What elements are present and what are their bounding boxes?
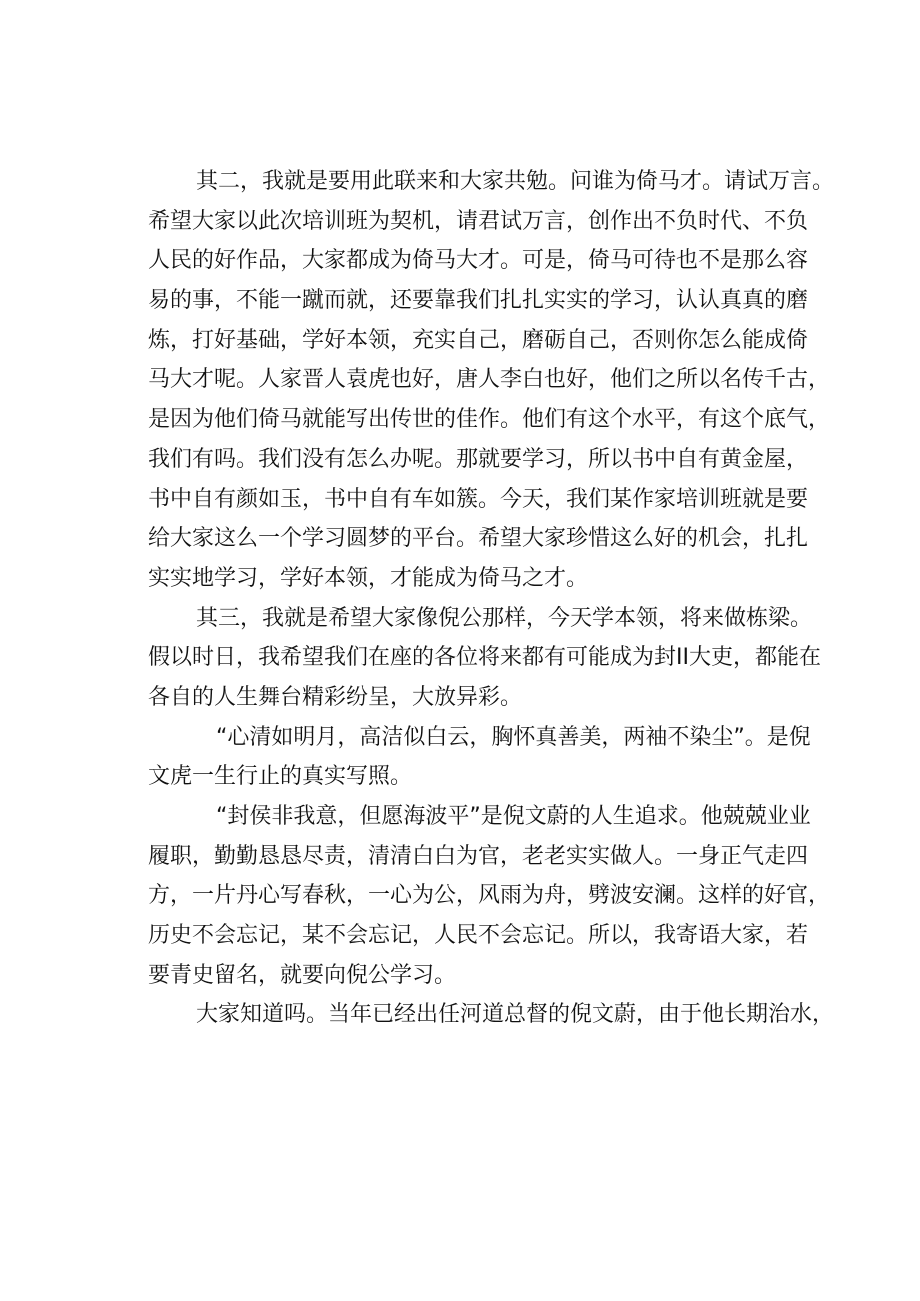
text-line: 履职，勤勤恳恳尽责，清清白白为官，老老实实做人。一身正气走四 xyxy=(148,843,809,869)
text-line: 给大家这么一个学习圆梦的平台。希望大家珍惜这么好的机会，扎扎 xyxy=(148,526,809,552)
text-line: “心清如明月，高洁似白云，胸怀真善美，两袖不染尘”。是倪 xyxy=(216,724,811,750)
text-line: 历史不会忘记，某不会忘记，人民不会忘记。所以，我寄语大家，若 xyxy=(148,923,809,949)
text-line: 希望大家以此次培训班为契机，请君试万言，创作出不负时代、不负 xyxy=(148,208,809,234)
text-line: 其三，我就是希望大家像倪公那样，今天学本领，将来做栋梁。 xyxy=(196,605,813,631)
text-line: 马大才呢。人家晋人袁虎也好，唐人李白也好，他们之所以名传千古， xyxy=(148,367,831,393)
text-line: 假以时日，我希望我们在座的各位将来都有可能成为封II大吏，都能在 xyxy=(148,645,821,671)
text-line: 文虎一生行止的真实写照。 xyxy=(148,764,413,790)
text-line: 其二，我就是要用此联来和大家共勉。问谁为倚马才。请试万言。 xyxy=(196,169,835,194)
text-line: 易的事，不能一蹴而就，还要靠我们扎扎实实的学习，认认真真的磨 xyxy=(148,288,809,314)
text-line: 炼，打好基础，学好本领，充实自己，磨砺自己，否则你怎么能成倚 xyxy=(148,327,809,353)
text-line: 各自的人生舞台精彩纷呈，大放异彩。 xyxy=(148,684,523,710)
text-line: 我们有吗。我们没有怎么办呢。那就要学习，所以书中自有黄金屋， xyxy=(148,446,809,472)
text-line: 人民的好作品，大家都成为倚马大才。可是，倚马可待也不是那么容 xyxy=(148,248,809,274)
document-body xyxy=(148,162,835,1035)
text-line: 要青史留名，就要向倪公学习。 xyxy=(148,962,457,988)
text-line: 方，一片丹心写春秋，一心为公，风雨为舟，劈波安澜。这样的好官， xyxy=(148,883,831,909)
text-line: 书中自有颜如玉，书中自有车如簇。今天，我们某作家培训班就是要 xyxy=(148,486,809,512)
text-line: 实实地学习，学好本领，才能成为倚马之才。 xyxy=(148,565,589,591)
text-line: 大家知道吗。当年已经出任河道总督的倪文蔚，由于他长期治水， xyxy=(196,1002,835,1028)
text-line: “封侯非我意，但愿海波平”是倪文蔚的人生追求。他兢兢业业 xyxy=(216,804,811,829)
text-line: 是因为他们倚马就能写出传世的佳作。他们有这个水平，有这个底气， xyxy=(148,407,831,433)
